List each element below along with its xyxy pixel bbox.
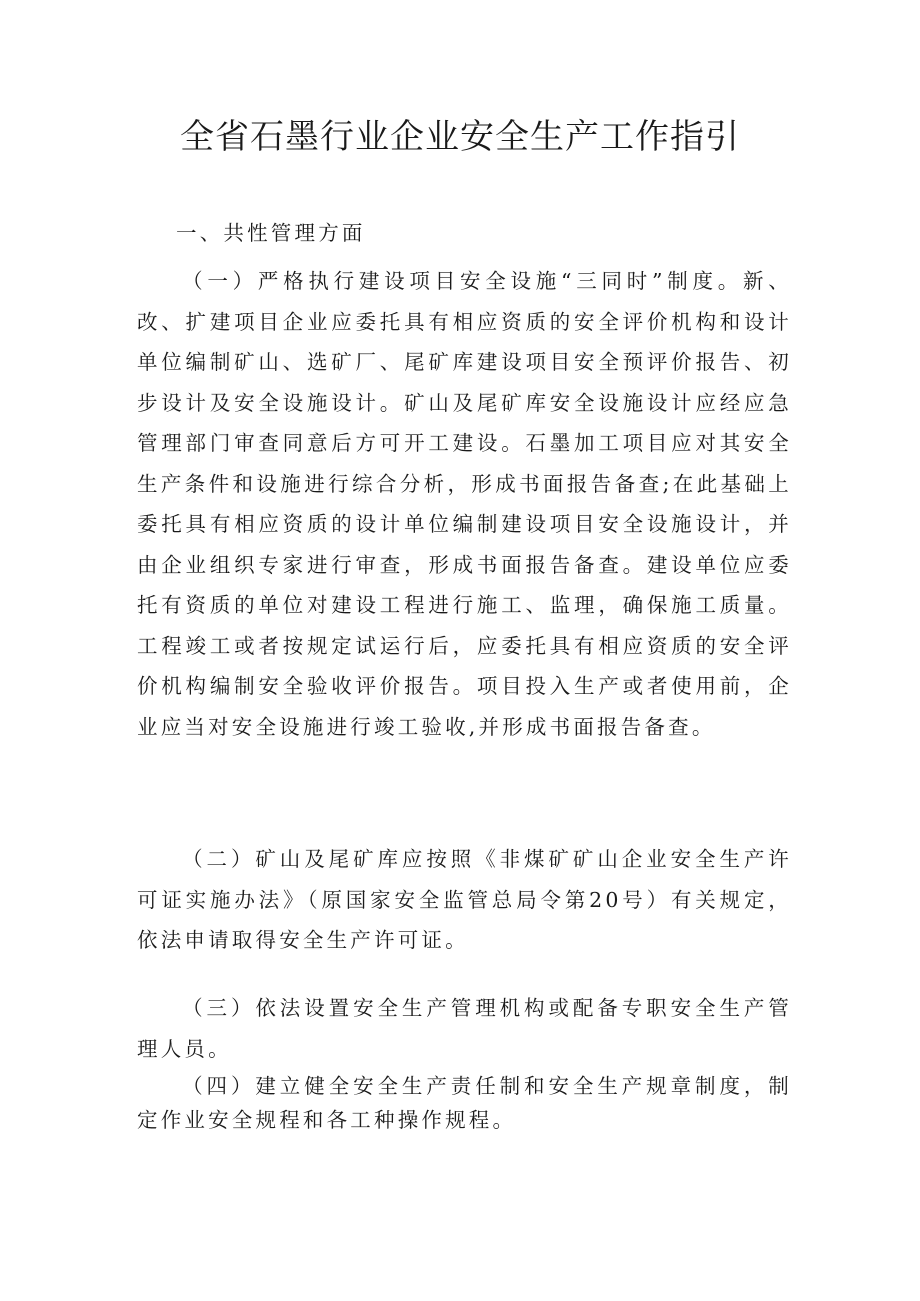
paragraph-2: （二）矿山及尾矿库应按照《非煤矿矿山企业安全生产许可证实施办法》（原国家安全监管总局令第20号）有关规定，依法申请取得安全生产许可证。	[137, 847, 792, 952]
paragraph-3: （三）依法设置安全生产管理机构或配备专职安全生产管理人员。	[137, 996, 792, 1061]
paragraph-4: （四）建立健全安全生产责任制和安全生产规章制度，制定作业安全规程和各工种操作规程。	[137, 1074, 792, 1132]
section-heading: 一、共性管理方面	[176, 221, 366, 245]
paragraph-1: （一）严格执行建设项目安全设施“三同时”制度。新、改、扩建项目企业应委托具有相应资质的安全评价机构和设计单位编制矿山、选矿厂、尾矿库建设项目安全预评价报告、初步设计及安全设施设计。矿山及尾矿库安全设施设计应经应急管理部门审查同意后方可开工建设。石墨加工项目应对其安全生产条件和设施进行综合分析，形成书面报告备查;在此基础上委托具有相应资质的设计单位编制建设项目安全设施设计，并由企业组织专家进行审查，形成书面报告备查。建设单位应委托有资质的单位对建设工程进行施工、监理，确保施工质量。工程竣工或者按规定试运行后，应委托具有相应资质的安全评价机构编制安全验收评价报告。项目投入生产或者使用前，企业应当对安全设施进行竣工验收,并形成书面报告备查。	[137, 269, 792, 739]
document-title: 全省石墨行业企业安全生产工作指引	[180, 117, 740, 157]
